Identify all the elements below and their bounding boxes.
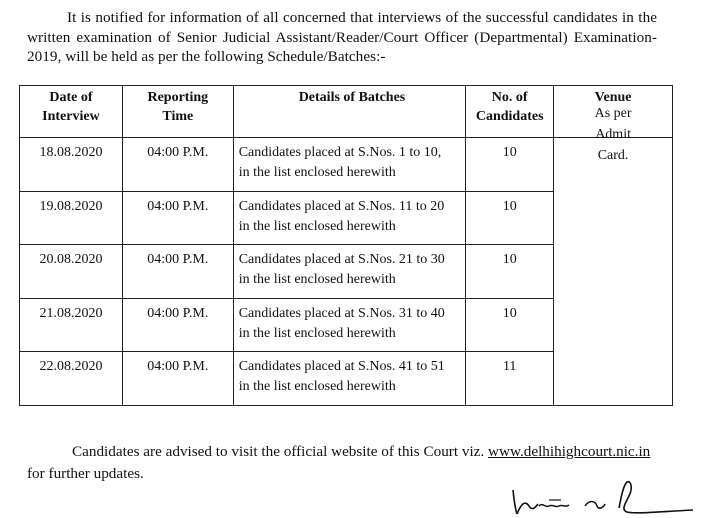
footer-text-before: Candidates are advised to visit the official website of this Court viz. bbox=[72, 443, 485, 460]
header-batch bbox=[233, 86, 466, 138]
header-date bbox=[20, 86, 123, 138]
batch-line1: Candidates placed at S.Nos. 41 to 51 bbox=[238, 359, 445, 374]
website-link[interactable]: www.delhihighcourt.nic.in bbox=[488, 443, 651, 460]
interview-schedule-table bbox=[19, 85, 673, 406]
batch-line2: in the list enclosed herewith bbox=[238, 379, 396, 394]
cell-time: 04:00 P.M. bbox=[122, 298, 233, 352]
header-time-line2: Time bbox=[162, 109, 194, 124]
cell-time: 04:00 P.M. bbox=[122, 138, 233, 192]
notice-text: It is notified for information of all concerned that interviews of the successful candidates in the written examination of Senior Judicial Assistant/Reader/Court Officer (Departmental) Examination-2019, will be held as per the following Schedule/Batches:- bbox=[27, 9, 657, 65]
header-time bbox=[122, 86, 233, 138]
batch-line1: Candidates placed at S.Nos. 11 to 20 bbox=[238, 198, 445, 214]
table-header-row bbox=[20, 86, 673, 138]
cell-date: 20.08.2020 bbox=[20, 245, 123, 299]
cell-batch bbox=[233, 298, 466, 352]
cell-date: 19.08.2020 bbox=[20, 191, 123, 245]
cell-count: 10 bbox=[466, 191, 554, 245]
header-count bbox=[466, 86, 554, 138]
notice-paragraph bbox=[27, 8, 657, 67]
cell-time: 04:00 P.M. bbox=[122, 352, 233, 406]
batch-line2: in the list enclosed herewith bbox=[238, 218, 396, 234]
table-row bbox=[20, 138, 673, 192]
batch-line1: Candidates placed at S.Nos. 1 to 10, bbox=[238, 145, 442, 160]
cell-time: 04:00 P.M. bbox=[122, 245, 233, 299]
cell-date: 22.08.2020 bbox=[20, 352, 123, 406]
header-time-line1: Reporting bbox=[147, 90, 209, 105]
cell-count: 10 bbox=[466, 298, 554, 352]
cell-batch bbox=[233, 191, 466, 245]
cell-count: 11 bbox=[466, 352, 554, 406]
header-date-line2: Interview bbox=[42, 109, 100, 124]
signature-image bbox=[505, 478, 695, 518]
batch-line2: in the list enclosed herewith bbox=[238, 325, 396, 341]
venue-line2: Admit bbox=[595, 127, 631, 142]
cell-venue bbox=[554, 106, 673, 406]
cell-count: 10 bbox=[466, 245, 554, 299]
batch-line1: Candidates placed at S.Nos. 21 to 30 bbox=[238, 252, 445, 267]
venue-line3: Card. bbox=[597, 148, 629, 163]
venue-text bbox=[583, 103, 643, 166]
cell-batch bbox=[233, 138, 466, 192]
venue-line1: As per bbox=[594, 106, 632, 121]
cell-time: 04:00 P.M. bbox=[122, 191, 233, 245]
cell-batch bbox=[233, 352, 466, 406]
header-batch-label: Details of Batches bbox=[298, 90, 406, 105]
cell-batch bbox=[233, 245, 466, 299]
header-count-line2: Candidates bbox=[475, 109, 544, 124]
cell-count: 10 bbox=[466, 138, 554, 192]
footer-text-after: for further updates. bbox=[27, 465, 144, 482]
cell-date: 18.08.2020 bbox=[20, 138, 123, 192]
header-count-line1: No. of bbox=[491, 90, 528, 105]
batch-line1: Candidates placed at S.Nos. 31 to 40 bbox=[238, 305, 445, 321]
header-venue-label: Venue bbox=[594, 90, 632, 105]
batch-line2: in the list enclosed herewith bbox=[238, 272, 396, 287]
cell-date: 21.08.2020 bbox=[20, 298, 123, 352]
header-date-line1: Date of bbox=[49, 90, 93, 105]
batch-line2: in the list enclosed herewith bbox=[238, 165, 396, 180]
